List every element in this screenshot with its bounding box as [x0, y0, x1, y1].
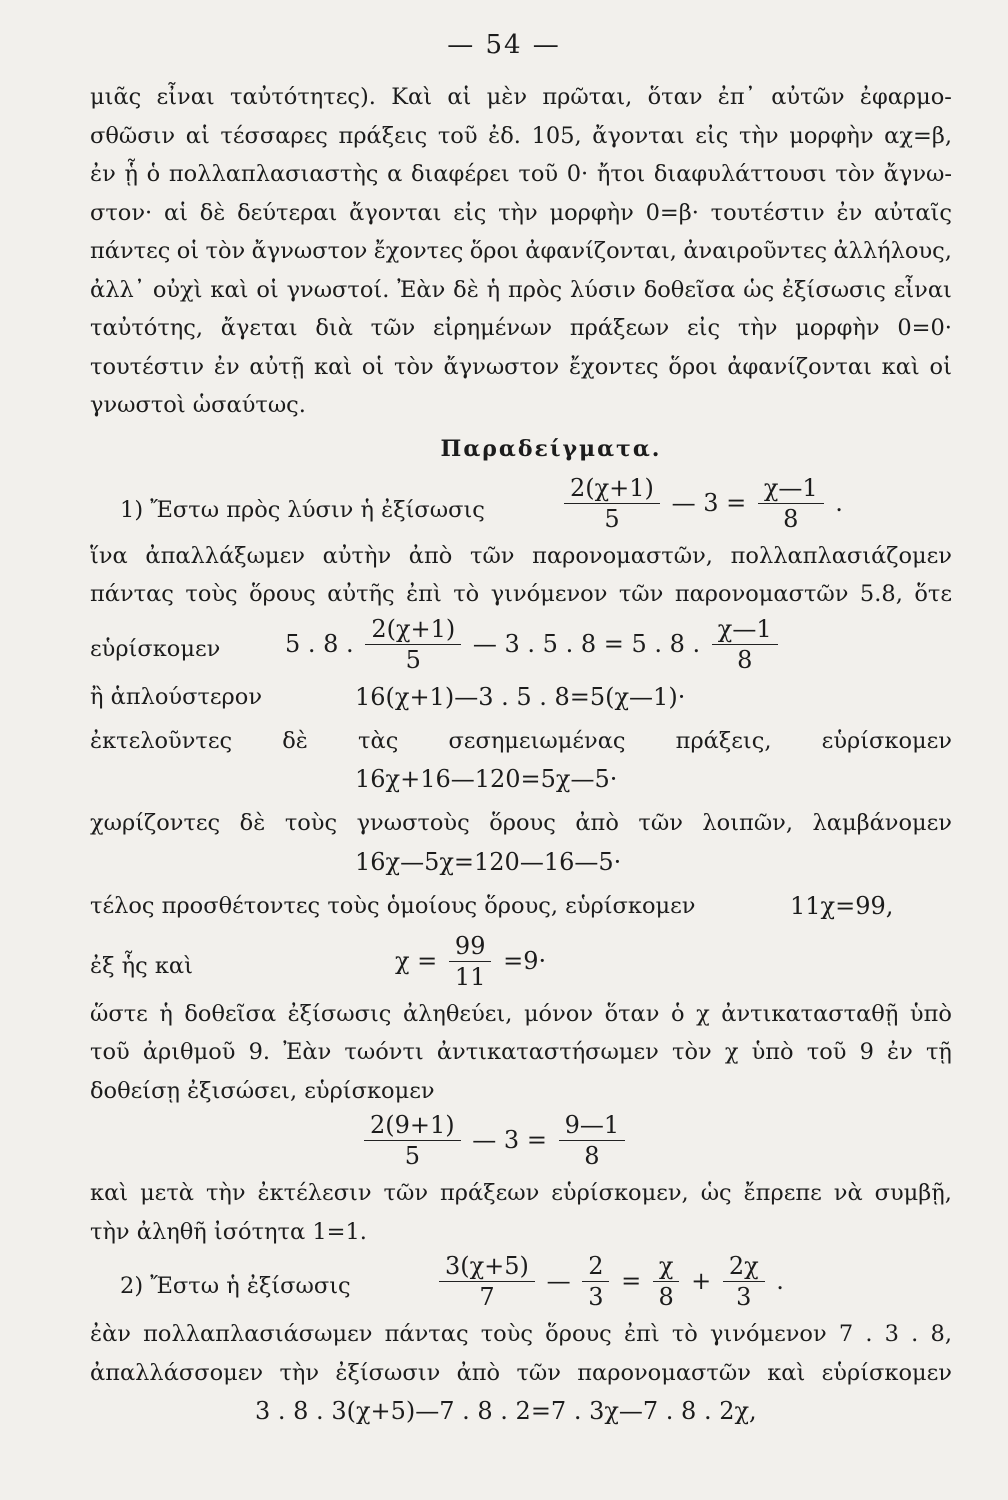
text-line: δοθείσῃ ἐξισώσει, εὑρίσκομεν [90, 1077, 435, 1104]
page-body [90, 78, 952, 1436]
equation-5-formula: 16χ—5χ=120—16—5· [355, 847, 622, 876]
text-line: ἐν ᾗ ὁ πολλαπλασιαστὴς α διαφέρει τοῦ 0· ἤτοι διαφυλάττουσι τὸν ἄγνω- [90, 161, 952, 187]
example-1-formula [560, 473, 843, 534]
equation-8 [90, 1110, 952, 1174]
fraction-numerator: 2(χ+1) [564, 473, 660, 504]
find-label: εὑρίσκομεν [90, 635, 221, 662]
fraction-numerator: 2 [582, 1251, 609, 1282]
simpler-label: ἢ ἁπλούστερον [90, 683, 263, 710]
operator: = [621, 1267, 642, 1296]
fraction-numerator: 9—1 [559, 1110, 626, 1141]
operator: — 3 . 5 . 8 = 5 . 8 . [472, 629, 701, 658]
equation-7-formula [395, 931, 546, 992]
text-line: πάντες οἱ τὸν ἄγνωστον ἔχοντες ὅροι ἀφανίζονται, ἀναιροῦντες ἀλλήλους, [90, 238, 952, 264]
text-line: πάντας τοὺς ὅρους αὐτῆς ἐπὶ τὸ γινόμενον τῶν παρονομαστῶν 5.8, ὅτε [90, 581, 952, 607]
text-line: ἐκτελοῦντες δὲ τὰς σεσημειωμένας πράξεις, εὑρίσκομεν [90, 727, 952, 754]
equation-2 [90, 614, 952, 678]
equation-7 [90, 931, 952, 995]
equation-8-formula [360, 1110, 629, 1171]
from-label: ἐξ ἧς καὶ [90, 952, 193, 979]
fraction-denominator: 8 [658, 1283, 674, 1311]
text-line: ταὐτότης, ἄγεται διὰ τῶν εἰρημένων πράξεων εἰς τὴν μορφὴν 0=0· [90, 315, 952, 341]
text-line: σθῶσιν αἱ τέσσαρες πράξεις τοῦ ἐδ. 105, ἄγονται εἰς τὴν μορφὴν αχ=β, [90, 122, 952, 149]
fraction-numerator: χ—1 [712, 614, 778, 645]
equation-3 [90, 678, 952, 722]
text-line: καὶ μετὰ τὴν ἐκτέλεσιν τῶν πράξεων εὑρίσκομεν, ὡς ἔπρεπε νὰ συμβῇ, [90, 1180, 952, 1206]
operator: — [546, 1267, 571, 1296]
text-line: τὴν ἀληθῆ ἰσότητα 1=1. [90, 1218, 367, 1245]
operator: 5 . 8 . [285, 629, 354, 658]
text-line: στον· αἱ δὲ δεύτεραι ἄγονται εἰς τὴν μορφὴν 0=β· τουτέστιν ἐν αὐταῖς [90, 199, 952, 226]
fraction-denominator: 5 [604, 504, 620, 533]
equation-4-formula: 16χ+16—120=5χ—5· [355, 765, 618, 793]
equation-4 [90, 760, 952, 804]
text-line: μιᾶς εἶναι ταὐτότητες). Καὶ αἱ μὲν πρῶται, ὅταν ἐπ᾽ αὐτῶν ἐφαρμο- [90, 84, 952, 110]
equation-5 [90, 843, 952, 887]
fraction-numerator: 2χ [723, 1251, 765, 1282]
fraction-denominator: 7 [479, 1283, 495, 1311]
punctuation: . [776, 1267, 784, 1296]
fraction-numerator: 2(9+1) [364, 1110, 461, 1141]
fraction-denominator: 8 [584, 1142, 600, 1170]
fraction-numerator: χ—1 [758, 473, 824, 504]
example-2-formula [435, 1251, 784, 1312]
equation-6 [90, 887, 952, 931]
text-line: τοῦ ἀριθμοῦ 9. Ἐὰν τωόντι ἀντικαταστήσωμεν τὸν χ ὑπὸ τοῦ 9 ἐν τῇ [90, 1039, 952, 1065]
operator: χ = [395, 946, 438, 975]
equation-3-formula: 16(χ+1)—3 . 5 . 8=5(χ—1)· [355, 682, 686, 711]
page-number: — 54 — [447, 30, 561, 60]
example-2-label: 2) Ἔστω ἡ ἐξίσωσις [120, 1273, 351, 1299]
text-line: ὥστε ἡ δοθεῖσα ἐξίσωσις ἀληθεύει, μόνον ὅταν ὁ χ ἀντικατασταθῇ ὑπὸ [90, 1000, 952, 1027]
text-line: ἀπαλλάσσομεν τὴν ἐξίσωσιν ἀπὸ τῶν παρονομαστῶν καὶ εὑρίσκομεν [90, 1359, 952, 1386]
text-line: τέλος προσθέτοντες τοὺς ὁμοίους ὅρους, εὑρίσκομεν [90, 892, 696, 919]
text-line: ἐὰν πολλαπλασιάσωμεν πάντας τοὺς ὅρους ἐπὶ τὸ γινόμενον 7 . 3 . 8, [90, 1321, 952, 1347]
text-line: γνωστοὶ ὡσαύτως. [90, 392, 306, 418]
text-line: ἵνα ἀπαλλάξωμεν αὐτὴν ἀπὸ τῶν παρονομαστῶν, πολλαπλασιάζομεν [90, 542, 952, 569]
equation-2-formula [285, 614, 782, 675]
section-heading: Παραδείγματα. [440, 435, 662, 462]
fraction-denominator: 5 [404, 1142, 420, 1170]
example-1-label: 1) Ἔστω πρὸς λύσιν ἡ ἐξίσωσις [120, 496, 485, 523]
intro-paragraph [90, 78, 952, 425]
operator: — 3 = [671, 488, 747, 517]
equation-6-formula: 11χ=99, [790, 891, 894, 920]
example-1-equation [90, 473, 952, 537]
text-line: χωρίζοντες δὲ τοὺς γνωστοὺς ὅρους ἀπὸ τῶν λοιπῶν, λαμβάνομεν [90, 810, 952, 836]
fraction-numerator: 3(χ+5) [439, 1251, 535, 1282]
example-2-result-formula: 3 . 8 . 3(χ+5)—7 . 8 . 2=7 . 3χ—7 . 8 . 2χ, [255, 1397, 757, 1425]
fraction-denominator: 8 [737, 645, 753, 674]
operator: =9· [503, 946, 547, 975]
operator: + [691, 1267, 712, 1296]
fraction-numerator: χ [653, 1251, 680, 1282]
text-line: ἀλλ᾽ οὐχὶ καὶ οἱ γνωστοί. Ἐὰν δὲ ἡ πρὸς λύσιν δοθεῖσα ὡς ἐξίσωσις εἶναι [90, 276, 952, 303]
punctuation: . [835, 488, 843, 517]
example-2-result [90, 1392, 952, 1436]
fraction-numerator: 99 [449, 931, 492, 962]
text-line: τουτέστιν ἐν αὐτῇ καὶ οἱ τὸν ἄγνωστον ἔχοντες ὅροι ἀφανίζονται καὶ οἱ [90, 353, 952, 380]
operator: — 3 = [472, 1126, 547, 1155]
fraction-numerator: 2(χ+1) [365, 614, 461, 645]
fraction-denominator: 11 [454, 962, 486, 991]
fraction-denominator: 3 [588, 1283, 604, 1311]
fraction-denominator: 3 [736, 1283, 752, 1311]
fraction-denominator: 5 [405, 645, 421, 674]
example-2-equation [90, 1251, 952, 1315]
fraction-denominator: 8 [783, 504, 799, 533]
